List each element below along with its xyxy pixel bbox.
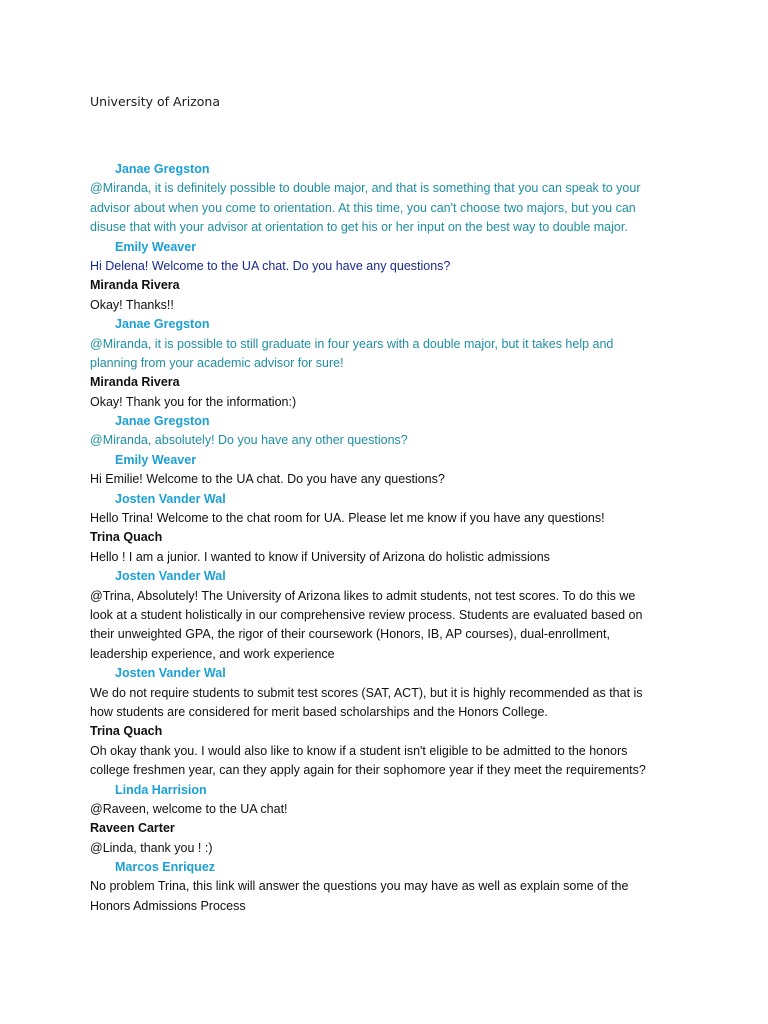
chat-message (90, 781, 690, 820)
chat-message (90, 315, 690, 373)
message-text-line: @Linda, thank you ! :) (90, 840, 213, 855)
message-text-line: No problem Trina, this link will answer the questions you may have as well as explain some of the (90, 879, 629, 894)
message-author: Miranda Rivera (90, 278, 180, 293)
message-text-line: college freshmen year, can they apply again for their sophomore year if they meet the requirements? (90, 763, 646, 778)
message-text-line: @Trina, Absolutely! The University of Arizona likes to admit students, not test scores. To do this we (90, 588, 636, 603)
chat-message (90, 160, 690, 238)
message-text-line: We do not require students to submit test scores (SAT, ACT), but it is highly recommended as that is (90, 685, 643, 700)
message-text-line: planning from your academic advisor for sure! (90, 355, 344, 370)
message-author: Josten Vander Wal (115, 491, 226, 506)
document-title: University of Arizona (90, 94, 221, 109)
message-text-line: @Miranda, it is possible to still graduate in four years with a double major, but it takes help and (90, 336, 614, 351)
message-text-line: @Miranda, it is definitely possible to double major, and that is something that you can speak to your (90, 181, 641, 196)
message-author: Janae Gregston (115, 414, 210, 429)
message-text-line: disuse that with your advisor at orientation to get his or her input on the best way to double major. (90, 220, 628, 235)
message-author: Janae Gregston (115, 317, 210, 332)
message-text-line: Honors Admissions Process (90, 898, 246, 913)
message-text-line: their unweighted GPA, the rigor of their coursework (Honors, IB, AP courses), dual-enrollment, (90, 627, 610, 642)
message-text-line: Hi Delena! Welcome to the UA chat. Do you have any questions? (90, 258, 451, 273)
message-author: Josten Vander Wal (115, 666, 226, 681)
message-author: Miranda Rivera (90, 375, 180, 390)
chat-message (90, 412, 690, 451)
message-text-line: @Raveen, welcome to the UA chat! (90, 801, 288, 816)
chat-message (90, 819, 690, 858)
message-author: Josten Vander Wal (115, 569, 226, 584)
message-text-line: @Miranda, absolutely! Do you have any other questions? (90, 433, 408, 448)
message-author: Trina Quach (90, 724, 163, 739)
message-author: Trina Quach (90, 530, 163, 545)
message-author: Linda Harrision (115, 782, 207, 797)
chat-message (90, 664, 690, 722)
message-text-line: Okay! Thank you for the information:) (90, 394, 297, 409)
message-author: Marcos Enriquez (115, 860, 216, 875)
chat-message (90, 567, 690, 664)
message-text-line: advisor about when you come to orientation. At this time, you can't choose two majors, but you can (90, 200, 636, 215)
message-author: Raveen Carter (90, 821, 175, 836)
chat-message (90, 858, 690, 916)
chat-message (90, 528, 690, 567)
chat-transcript (90, 160, 690, 916)
chat-message (90, 722, 690, 780)
message-text-line: Okay! Thanks!! (90, 297, 174, 312)
chat-message (90, 238, 690, 277)
chat-message (90, 490, 690, 529)
message-text-line: Oh okay thank you. I would also like to know if a student isn't eligible to be admitted to the honors (90, 743, 628, 758)
message-author: Janae Gregston (115, 162, 210, 176)
message-author: Emily Weaver (115, 239, 197, 254)
message-text-line: Hello ! I am a junior. I wanted to know if University of Arizona do holistic admissions (90, 549, 550, 564)
chat-message (90, 276, 690, 315)
message-text-line: Hello Trina! Welcome to the chat room for UA. Please let me know if you have any questions! (90, 511, 605, 526)
message-text-line: how students are considered for merit based scholarships and the Honors College. (90, 704, 548, 719)
message-text-line: look at a student holistically in our comprehensive review process. Students are evaluated based on (90, 607, 643, 622)
chat-message (90, 451, 690, 490)
message-text-line: leadership experience, and work experience (90, 646, 335, 661)
message-text-line: Hi Emilie! Welcome to the UA chat. Do you have any questions? (90, 472, 445, 487)
chat-message (90, 373, 690, 412)
message-author: Emily Weaver (115, 452, 197, 467)
